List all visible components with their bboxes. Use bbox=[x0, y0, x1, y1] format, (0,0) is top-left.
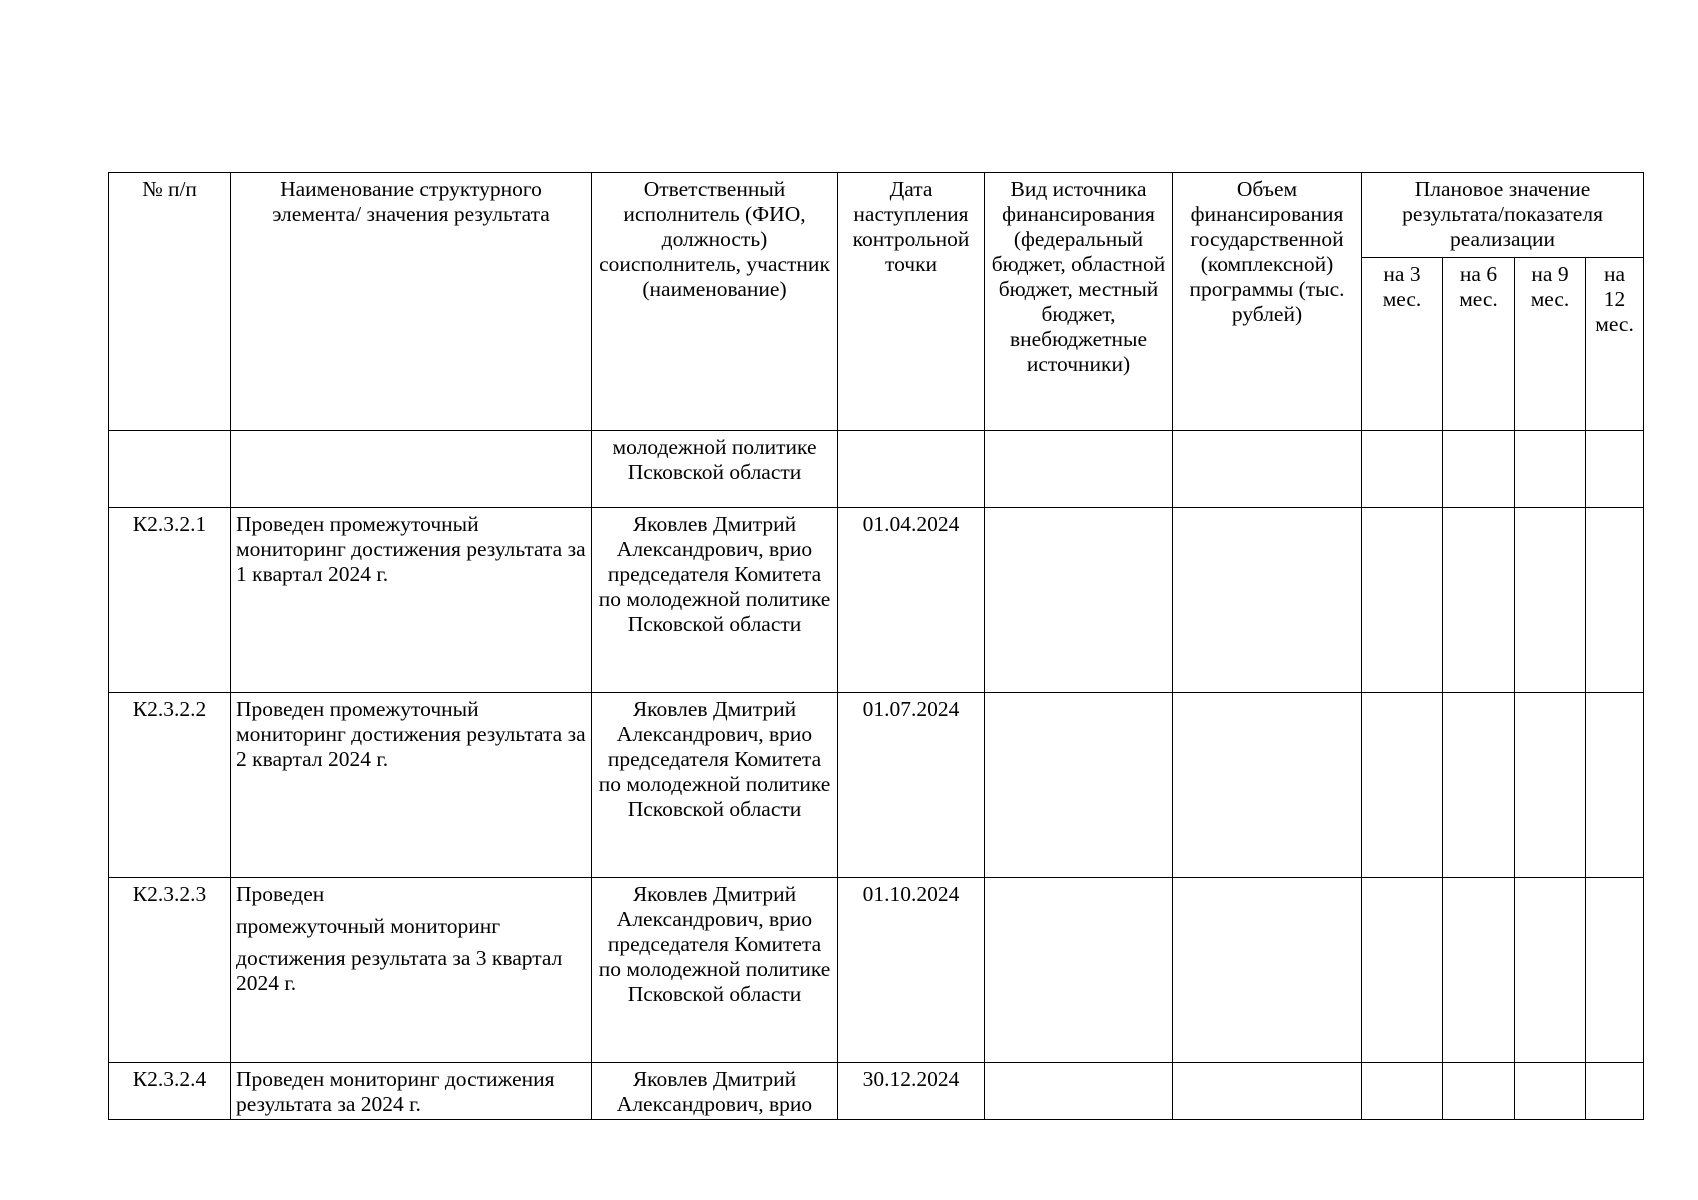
cell-plan-12 bbox=[1586, 508, 1644, 693]
cell-num bbox=[109, 431, 231, 508]
cell-plan-12 bbox=[1586, 1063, 1644, 1120]
cell-responsible: Яковлев Дмитрий Александрович, врио председателя Комитета по молодежной политике Псковской области bbox=[592, 693, 838, 878]
cell-name-line: Проведен bbox=[236, 882, 325, 906]
header-plan-9: на 9 мес. bbox=[1515, 258, 1586, 431]
header-plan-6: на 6 мес. bbox=[1443, 258, 1515, 431]
cell-plan-3 bbox=[1362, 1063, 1443, 1120]
cell-date: 01.07.2024 bbox=[838, 693, 985, 878]
cell-plan-9 bbox=[1515, 508, 1586, 693]
cell-name bbox=[231, 878, 592, 1063]
header-plan: Плановое значение результата/показателя реализации bbox=[1362, 173, 1644, 258]
cell-name: Проведен промежуточный мониторинг достижения результата за 2 квартал 2024 г. bbox=[231, 693, 592, 878]
cell-name-line: достижения результата за 3 квартал 2024 г. bbox=[236, 946, 563, 995]
header-plan-12: на 12 мес. bbox=[1586, 258, 1644, 431]
cell-plan-9 bbox=[1515, 431, 1586, 508]
cell-plan-9 bbox=[1515, 878, 1586, 1063]
cell-name-line: промежуточный мониторинг bbox=[236, 914, 501, 938]
cell-plan-12 bbox=[1586, 878, 1644, 1063]
cell-num: К2.3.2.4 bbox=[109, 1063, 231, 1120]
cell-date: 01.04.2024 bbox=[838, 508, 985, 693]
table-row-continuation bbox=[109, 431, 1644, 508]
header-source: Вид источника финансирования (федеральный бюджет, областной бюджет, местный бюджет, внебюджетные источники) bbox=[985, 173, 1173, 431]
cell-source bbox=[985, 878, 1173, 1063]
cell-plan-9 bbox=[1515, 1063, 1586, 1120]
cell-responsible: Яковлев Дмитрий Александрович, врио председателя Комитета по молодежной политике Псковской области bbox=[592, 878, 838, 1063]
cell-num: К2.3.2.2 bbox=[109, 693, 231, 878]
cell-plan-12 bbox=[1586, 693, 1644, 878]
table-row bbox=[109, 693, 1644, 878]
table-row bbox=[109, 1063, 1644, 1120]
cell-plan-3 bbox=[1362, 508, 1443, 693]
cell-source bbox=[985, 693, 1173, 878]
header-row bbox=[109, 173, 1644, 258]
cell-plan-3 bbox=[1362, 878, 1443, 1063]
header-volume: Объем финансирования государственной (комплексной) программы (тыс. рублей) bbox=[1173, 173, 1362, 431]
header-num: № п/п bbox=[109, 173, 231, 431]
cell-volume bbox=[1173, 1063, 1362, 1120]
cell-source bbox=[985, 431, 1173, 508]
header-name: Наименование структурного элемента/ значения результата bbox=[231, 173, 592, 431]
header-plan-3: на 3 мес. bbox=[1362, 258, 1443, 431]
cell-responsible: Яковлев Дмитрий Александрович, врио bbox=[592, 1063, 838, 1120]
cell-plan-9 bbox=[1515, 693, 1586, 878]
cell-volume bbox=[1173, 878, 1362, 1063]
cell-name: Проведен мониторинг достижения результата за 2024 г. bbox=[231, 1063, 592, 1120]
cell-num: К2.3.2.1 bbox=[109, 508, 231, 693]
cell-responsible: молодежной политике Псковской области bbox=[592, 431, 838, 508]
cell-plan-6 bbox=[1443, 431, 1515, 508]
cell-plan-3 bbox=[1362, 693, 1443, 878]
cell-plan-12 bbox=[1586, 431, 1644, 508]
cell-plan-6 bbox=[1443, 878, 1515, 1063]
cell-responsible: Яковлев Дмитрий Александрович, врио председателя Комитета по молодежной политике Псковской области bbox=[592, 508, 838, 693]
cell-volume bbox=[1173, 693, 1362, 878]
header-date: Дата наступления контрольной точки bbox=[838, 173, 985, 431]
cell-num: К2.3.2.3 bbox=[109, 878, 231, 1063]
cell-plan-3 bbox=[1362, 431, 1443, 508]
cell-name: Проведен промежуточный мониторинг достижения результата за 1 квартал 2024 г. bbox=[231, 508, 592, 693]
cell-source bbox=[985, 508, 1173, 693]
plan-table bbox=[108, 172, 1644, 1120]
cell-date: 30.12.2024 bbox=[838, 1063, 985, 1120]
cell-name bbox=[231, 431, 592, 508]
cell-date bbox=[838, 431, 985, 508]
cell-plan-6 bbox=[1443, 1063, 1515, 1120]
cell-plan-6 bbox=[1443, 693, 1515, 878]
cell-volume bbox=[1173, 508, 1362, 693]
cell-volume bbox=[1173, 431, 1362, 508]
cell-plan-6 bbox=[1443, 508, 1515, 693]
cell-source bbox=[985, 1063, 1173, 1120]
table-row bbox=[109, 508, 1644, 693]
header-responsible: Ответственный исполнитель (ФИО, должность) соисполнитель, участник (наименование) bbox=[592, 173, 838, 431]
table-row bbox=[109, 878, 1644, 1063]
cell-date: 01.10.2024 bbox=[838, 878, 985, 1063]
